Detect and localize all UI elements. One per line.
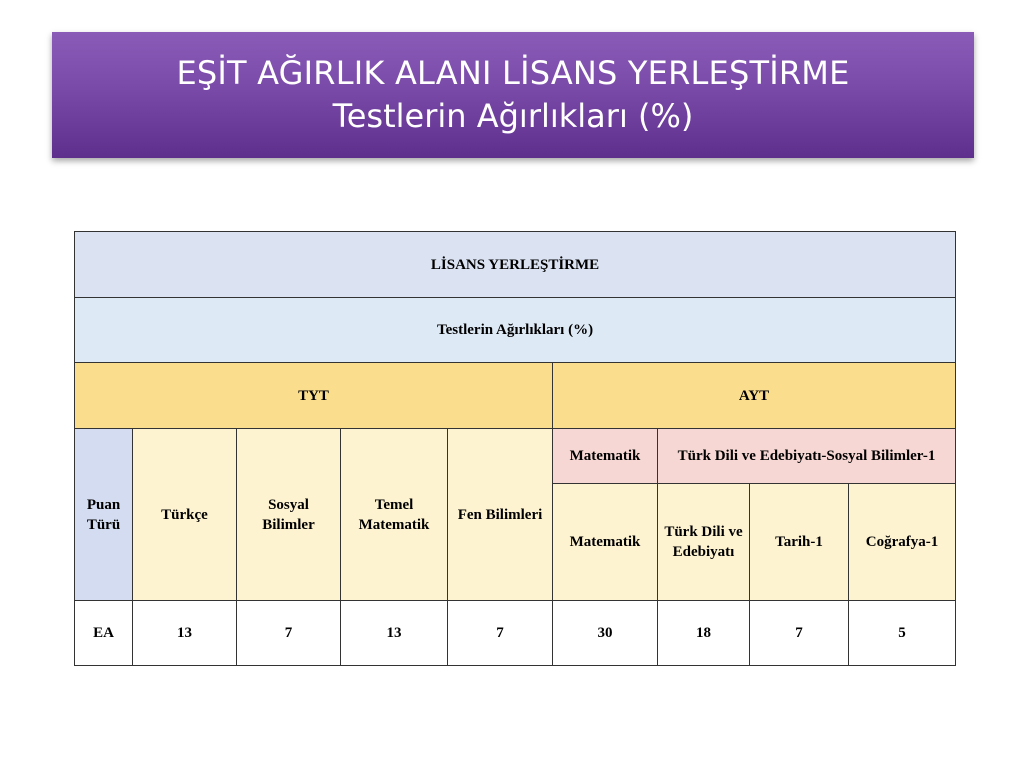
- row-label-ea: EA: [75, 601, 133, 666]
- col-header-fen-bilimleri: Fen Bilimleri: [448, 429, 553, 601]
- group-ayt: AYT: [553, 363, 956, 429]
- weights-table: [74, 231, 956, 666]
- col-header-turk-dili-edebiyati: Türk Dili ve Edebiyatı: [658, 484, 750, 601]
- col-header-temel-matematik: Temel Matematik: [341, 429, 448, 601]
- subgroup-matematik: Matematik: [553, 429, 658, 484]
- table-header-row-1: [75, 232, 956, 298]
- cell-tarih-1: 7: [750, 601, 849, 666]
- table-subgroup-row: [75, 429, 956, 484]
- col-header-matematik: Matematik: [553, 484, 658, 601]
- col-header-cografya-1: Coğrafya-1: [849, 484, 956, 601]
- slide-subtitle: Testlerin Ağırlıkları (%): [332, 97, 694, 135]
- cell-turkce: 13: [133, 601, 237, 666]
- table-row: [75, 601, 956, 666]
- cell-sosyal-bilimler: 7: [237, 601, 341, 666]
- cell-matematik: 30: [553, 601, 658, 666]
- col-header-turkce: Türkçe: [133, 429, 237, 601]
- cell-turk-dili-edebiyati: 18: [658, 601, 750, 666]
- subgroup-turk-dili-sosyal: Türk Dili ve Edebiyatı-Sosyal Bilimler-1: [658, 429, 956, 484]
- puan-turu-header: Puan Türü: [75, 429, 133, 601]
- table-header-title: LİSANS YERLEŞTİRME: [75, 232, 956, 298]
- col-header-tarih-1: Tarih-1: [750, 484, 849, 601]
- table-header-row-2: [75, 298, 956, 363]
- weights-table-container: [74, 231, 955, 666]
- title-banner: [52, 32, 974, 158]
- col-header-sosyal-bilimler: Sosyal Bilimler: [237, 429, 341, 601]
- table-header-subtitle: Testlerin Ağırlıkları (%): [75, 298, 956, 363]
- cell-cografya-1: 5: [849, 601, 956, 666]
- slide-title: EŞİT AĞIRLIK ALANI LİSANS YERLEŞTİRME: [176, 54, 850, 92]
- cell-fen-bilimleri: 7: [448, 601, 553, 666]
- group-tyt: TYT: [75, 363, 553, 429]
- table-group-row: [75, 363, 956, 429]
- cell-temel-matematik: 13: [341, 601, 448, 666]
